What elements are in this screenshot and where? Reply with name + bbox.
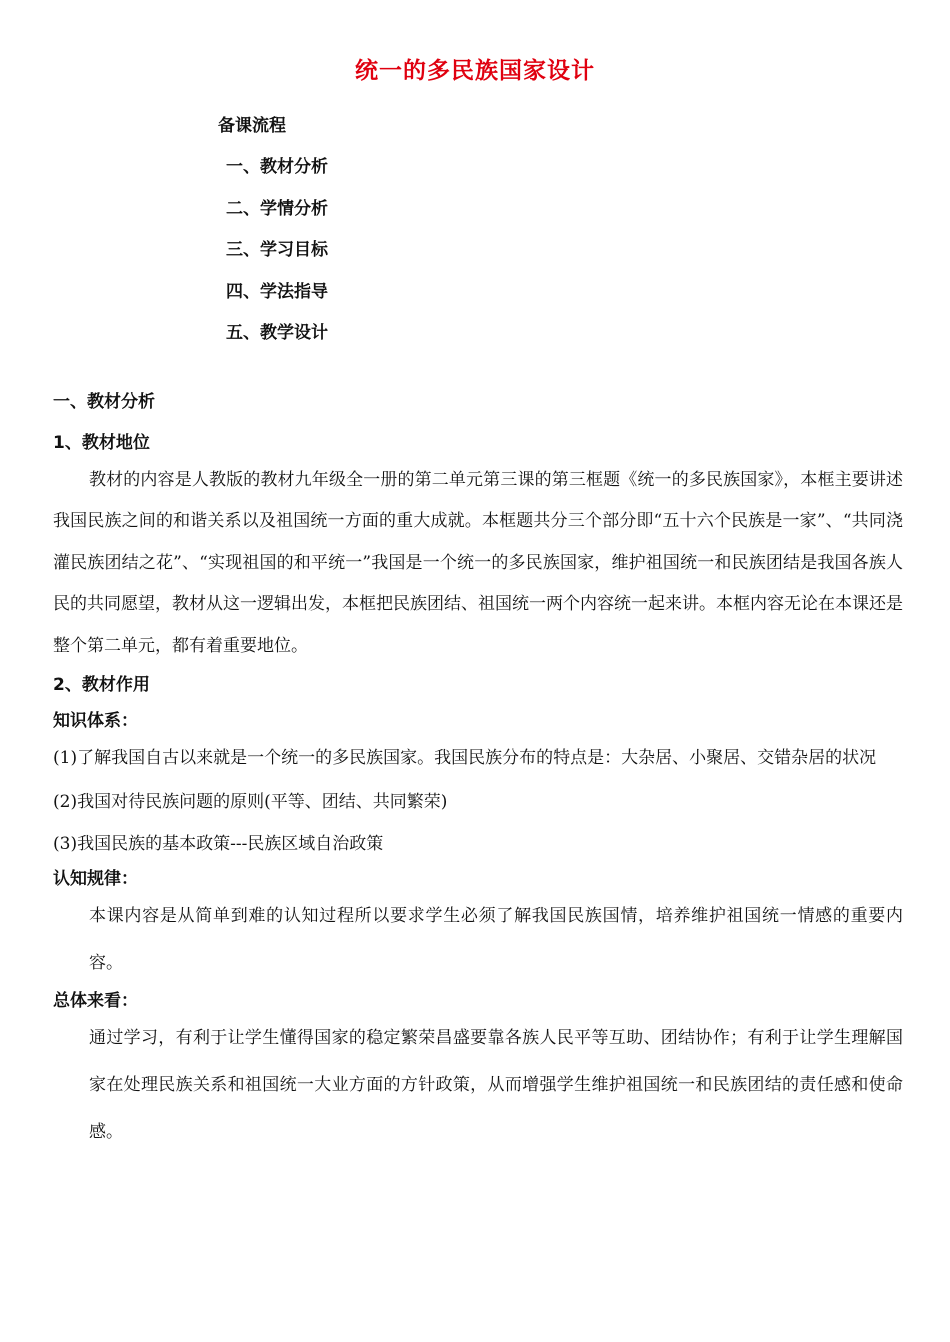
- body-paragraph: 通过学习，有利于让学生懂得国家的稳定繁荣昌盛要靠各族人民平等互助、团结协作；有利于让学生理解国家在处理民族关系和祖国统一大业方面的方针政策，从而增强学生维护祖国统一和民族团结的责任感和使命感。: [89, 1028, 903, 1143]
- outline-item: 四、学法指导: [226, 281, 328, 302]
- lesson-outline: [218, 112, 328, 361]
- overall-heading: 总体来看：: [53, 991, 138, 1012]
- list-item: (1)了解我国自古以来就是一个统一的多民族国家。我国民族分布的特点是：大杂居、小聚居、交错杂居的状况: [53, 748, 877, 769]
- knowledge-heading: 知识体系：: [53, 711, 138, 732]
- outline-item: 二、学情分析: [226, 198, 328, 219]
- list-item: (2)我国对待民族问题的原则(平等、团结、共同繁荣): [53, 792, 448, 813]
- outline-heading: 备课流程: [218, 116, 286, 136]
- outline-item: 一、教材分析: [226, 157, 328, 177]
- section-heading: 一、教材分析: [53, 392, 155, 412]
- body-paragraph: 教材的内容是人教版的教材九年级全一册的第二单元第三课的第三框题《统一的多民族国家》，本框主要讲述我国民族之间的和谐关系以及祖国统一方面的重大成就。本框题共分三个部分即“五十六个民族是一家”、“共同浇灌民族团结之花”、“实现祖国的和平统一”我国是一个统一的多民族国家，维护祖国统一和民族团结是我国各族人民的共同愿望，教材从这一逻辑出发，本框把民族团结、祖国统一两个内容统一起来讲。本框内容无论在本课还是整个第二单元，都有着重要地位。: [53, 470, 903, 656]
- cognition-heading: 认知规律：: [53, 869, 138, 890]
- main-content: [53, 388, 903, 1156]
- list-item: (3)我国民族的基本政策---民族区域自治政策: [53, 834, 384, 855]
- subsection-heading: 2、教材作用: [53, 675, 150, 696]
- outline-item: 三、学习目标: [226, 240, 328, 260]
- body-paragraph: 本课内容是从简单到难的认知过程所以要求学生必须了解我国民族国情，培养维护祖国统一情感的重要内容。: [89, 906, 903, 974]
- subsection-heading: 1、教材地位: [53, 433, 150, 453]
- document-title: 统一的多民族国家设计: [355, 58, 595, 84]
- outline-item: 五、教学设计: [226, 323, 328, 343]
